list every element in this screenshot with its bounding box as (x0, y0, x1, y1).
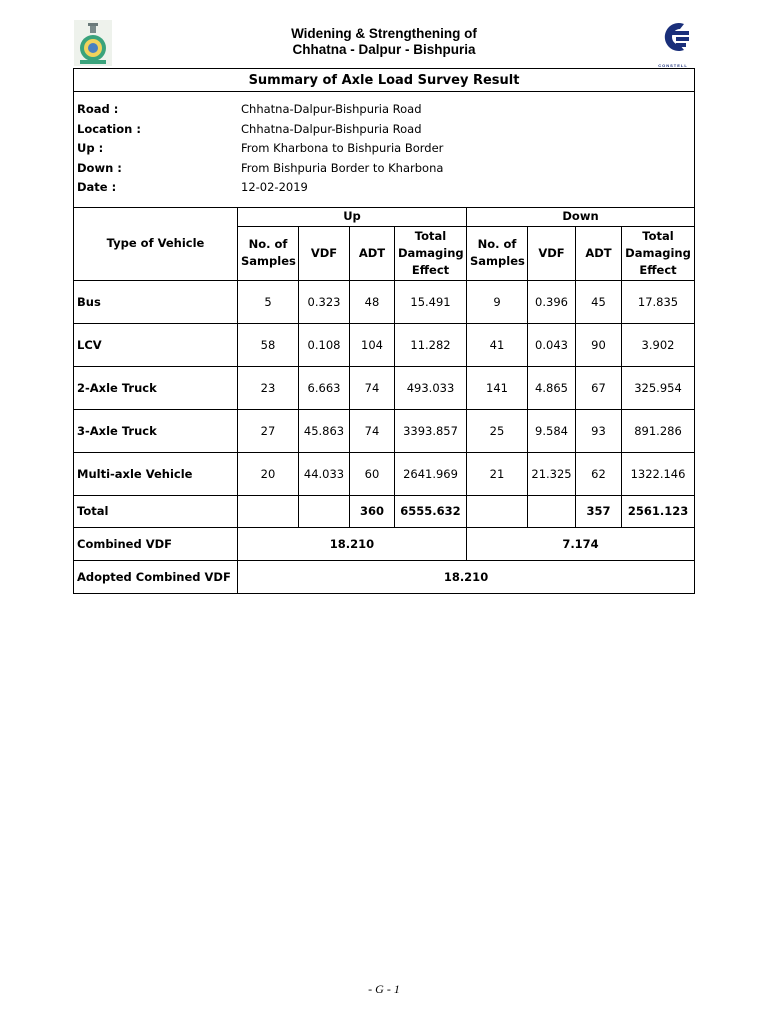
up-vdf-cell: 45.863 (299, 409, 350, 452)
info-row-down (77, 159, 691, 179)
down-tde-cell: 1322.146 (622, 452, 695, 495)
consultant-logo-icon (654, 18, 692, 66)
down-tde-total: 2561.123 (622, 495, 695, 527)
up-tde-cell: 3393.857 (395, 409, 467, 452)
down-vdf-cell: 9.584 (528, 409, 576, 452)
up-tde-cell: 11.282 (395, 323, 467, 366)
header-down-vdf: VDF (528, 226, 576, 280)
header-down-adt: ADT (576, 226, 622, 280)
up-samples-cell: 20 (238, 452, 299, 495)
down-adt-cell: 45 (576, 280, 622, 323)
up-vdf-cell: 0.323 (299, 280, 350, 323)
down-tde-cell: 17.835 (622, 280, 695, 323)
header-up: Up (238, 207, 467, 226)
vehicle-type-cell: 2-Axle Truck (74, 366, 238, 409)
axle-load-summary-table (73, 68, 695, 594)
header-down: Down (467, 207, 695, 226)
up-tde-cell: 15.491 (395, 280, 467, 323)
down-tde-cell: 891.286 (622, 409, 695, 452)
up-samples-cell: 23 (238, 366, 299, 409)
summary-title: Summary of Axle Load Survey Result (74, 69, 695, 92)
combined-vdf-row (74, 527, 695, 560)
header-up-adt: ADT (350, 226, 395, 280)
table-row (74, 280, 695, 323)
up-adt-cell: 74 (350, 366, 395, 409)
up-adt-cell: 48 (350, 280, 395, 323)
combined-vdf-up: 18.210 (238, 527, 467, 560)
down-samples-cell: 21 (467, 452, 528, 495)
info-value: 12-02-2019 (241, 180, 308, 195)
adopted-vdf-row (74, 560, 695, 593)
up-adt-cell: 60 (350, 452, 395, 495)
down-samples-cell: 141 (467, 366, 528, 409)
table-row (74, 323, 695, 366)
down-tde-cell: 3.902 (622, 323, 695, 366)
up-adt-cell: 74 (350, 409, 395, 452)
vehicle-type-cell: Multi-axle Vehicle (74, 452, 238, 495)
header-up-total-damaging-effect: Total Damaging Effect (395, 226, 467, 280)
title-line-1: Widening & Strengthening of (291, 26, 477, 41)
vehicle-type-cell: Bus (74, 280, 238, 323)
header-down-samples: No. of Samples (467, 226, 528, 280)
up-samples-cell: 5 (238, 280, 299, 323)
title-line-2: Chhatna - Dalpur - Bishpuria (292, 42, 476, 57)
vehicle-type-cell: LCV (74, 323, 238, 366)
consultant-logo-mark (654, 18, 692, 58)
info-row-road (77, 100, 691, 120)
survey-info-block (74, 92, 695, 208)
info-label: Up : (77, 141, 104, 156)
info-label: Location : (77, 121, 141, 136)
down-vdf-cell: 4.865 (528, 366, 576, 409)
table-row (74, 409, 695, 452)
down-adt-cell: 62 (576, 452, 622, 495)
info-value: Chhatna-Dalpur-Bishpuria Road (241, 102, 422, 116)
up-vdf-cell: 0.108 (299, 323, 350, 366)
info-row-up (77, 139, 691, 159)
up-samples-cell: 27 (238, 409, 299, 452)
down-adt-total: 357 (576, 495, 622, 527)
page-header (74, 18, 694, 68)
combined-vdf-down: 7.174 (467, 527, 695, 560)
down-vdf-cell: 0.396 (528, 280, 576, 323)
down-vdf-total-empty (528, 495, 576, 527)
info-label: Road : (77, 102, 119, 116)
down-samples-cell: 41 (467, 323, 528, 366)
down-adt-cell: 90 (576, 323, 622, 366)
header-up-vdf: VDF (299, 226, 350, 280)
consultant-logo-text: CONSTELL (658, 63, 688, 68)
up-tde-cell: 2641.969 (395, 452, 467, 495)
header-down-total-damaging-effect: Total Damaging Effect (622, 226, 695, 280)
down-samples-cell: 25 (467, 409, 528, 452)
down-adt-cell: 93 (576, 409, 622, 452)
info-label: Down : (77, 160, 122, 175)
page-number: - G - 1 (368, 982, 400, 996)
document-title (74, 26, 694, 58)
header-type-of-vehicle: Type of Vehicle (74, 207, 238, 280)
adopted-vdf-label: Adopted Combined VDF (74, 560, 238, 593)
info-label: Date : (77, 180, 117, 195)
table-row (74, 366, 695, 409)
vehicle-type-cell: 3-Axle Truck (74, 409, 238, 452)
info-value: Chhatna-Dalpur-Bishpuria Road (241, 121, 422, 136)
down-vdf-cell: 21.325 (528, 452, 576, 495)
up-tde-cell: 493.033 (395, 366, 467, 409)
info-row-location (77, 120, 691, 140)
table-row (74, 452, 695, 495)
up-vdf-cell: 6.663 (299, 366, 350, 409)
up-samples-total-empty (238, 495, 299, 527)
down-vdf-cell: 0.043 (528, 323, 576, 366)
info-value: From Kharbona to Bishpuria Border (241, 141, 444, 156)
up-samples-cell: 58 (238, 323, 299, 366)
info-value: From Bishpuria Border to Kharbona (241, 160, 444, 175)
down-tde-cell: 325.954 (622, 366, 695, 409)
up-adt-total: 360 (350, 495, 395, 527)
up-adt-cell: 104 (350, 323, 395, 366)
info-row-date (77, 178, 691, 198)
down-samples-cell: 9 (467, 280, 528, 323)
adopted-vdf-value: 18.210 (238, 560, 695, 593)
down-adt-cell: 67 (576, 366, 622, 409)
up-vdf-total-empty (299, 495, 350, 527)
header-up-samples: No. of Samples (238, 226, 299, 280)
up-tde-total: 6555.632 (395, 495, 467, 527)
total-row (74, 495, 695, 527)
combined-vdf-label: Combined VDF (74, 527, 238, 560)
total-label: Total (74, 495, 238, 527)
down-samples-total-empty (467, 495, 528, 527)
up-vdf-cell: 44.033 (299, 452, 350, 495)
